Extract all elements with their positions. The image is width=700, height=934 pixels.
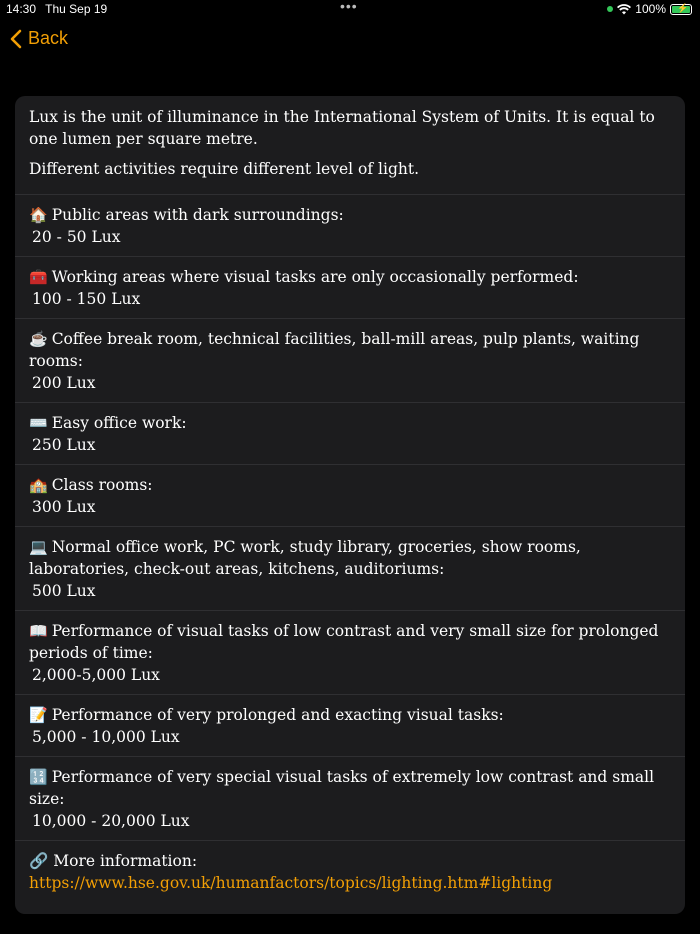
item-value: 5,000 - 10,000 Lux <box>32 728 180 746</box>
more-info <box>15 840 685 902</box>
camera-indicator-icon <box>607 6 613 12</box>
status-date: Thu Sep 19 <box>45 2 108 16</box>
coffee-icon: ☕ <box>29 330 48 348</box>
lux-info-card <box>15 96 685 914</box>
list-item <box>15 756 685 840</box>
item-label: Coffee break room, technical facilities, ball-mill areas, pulp plants, waiting rooms: <box>29 330 640 370</box>
numbers-icon: 🔢 <box>29 768 48 786</box>
link-icon: 🔗 <box>29 852 49 870</box>
item-value: 20 - 50 Lux <box>32 228 121 246</box>
status-bar <box>0 0 700 20</box>
list-item <box>15 256 685 318</box>
item-label: Normal office work, PC work, study library, groceries, show rooms, laboratories, check-out areas, kitchens, auditoriums: <box>29 538 581 578</box>
item-value: 2,000-5,000 Lux <box>32 666 160 684</box>
list-item <box>15 610 685 694</box>
wifi-icon <box>617 4 631 15</box>
keyboard-icon: ⌨️ <box>29 414 48 432</box>
intro-definition: Lux is the unit of illuminance in the International System of Units. It is equal to one lumen per square metre. <box>29 108 655 148</box>
book-icon: 📖 <box>29 622 48 640</box>
intro-note: Different activities require different level of light. <box>29 160 420 178</box>
back-label: Back <box>28 28 69 48</box>
toolbox-icon: 🧰 <box>29 268 48 286</box>
house-icon: 🏠 <box>29 206 48 224</box>
item-value: 100 - 150 Lux <box>32 290 141 308</box>
laptop-icon: 💻 <box>29 538 48 556</box>
item-label: Performance of visual tasks of low contrast and very small size for prolonged periods of time: <box>29 622 659 662</box>
item-label: Working areas where visual tasks are only occasionally performed: <box>51 268 579 286</box>
chevron-left-icon <box>10 29 22 49</box>
list-item <box>15 526 685 610</box>
more-info-link[interactable]: https://www.hse.gov.uk/humanfactors/topics/lighting.htm#lighting <box>29 874 553 892</box>
list-item <box>15 402 685 464</box>
list-item <box>15 694 685 756</box>
memo-icon: 📝 <box>29 706 48 724</box>
list-item <box>15 194 685 256</box>
item-value: 500 Lux <box>32 582 96 600</box>
item-label: Public areas with dark surroundings: <box>51 206 344 224</box>
item-value: 10,000 - 20,000 Lux <box>32 812 190 830</box>
battery-charging-icon: ⚡ <box>670 4 692 15</box>
status-time: 14:30 <box>6 2 37 16</box>
status-left <box>6 2 113 16</box>
more-info-label: More information: <box>53 852 198 870</box>
item-label: Easy office work: <box>51 414 187 432</box>
item-label: Performance of very special visual tasks of extremely low contrast and small size: <box>29 768 655 808</box>
item-label: Class rooms: <box>51 476 153 494</box>
battery-percent: 100% <box>635 2 666 16</box>
back-button[interactable] <box>10 28 68 49</box>
item-value: 250 Lux <box>32 436 96 454</box>
item-label: Performance of very prolonged and exacting visual tasks: <box>51 706 504 724</box>
item-value: 300 Lux <box>32 498 96 516</box>
list-item <box>15 464 685 526</box>
multitasking-dots-icon[interactable]: ••• <box>340 0 358 14</box>
school-icon: 🏫 <box>29 476 48 494</box>
item-value: 200 Lux <box>32 374 96 392</box>
intro <box>15 96 685 194</box>
list-item <box>15 318 685 402</box>
status-right <box>607 2 692 16</box>
